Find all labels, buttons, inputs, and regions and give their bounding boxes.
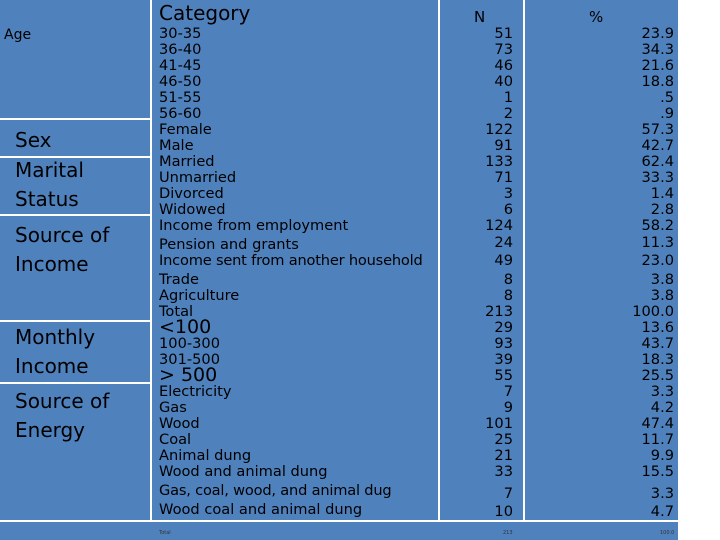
row-category: 46-50 (159, 73, 202, 90)
row-category: Income from employment (159, 217, 349, 234)
row-n: 7 (503, 485, 513, 502)
row-n: 124 (485, 217, 513, 234)
row-category: Agriculture (159, 287, 240, 304)
row-category: Wood coal and animal dung (159, 501, 363, 518)
row-pct: 100.0 (632, 303, 674, 320)
row-n: 24 (494, 234, 513, 251)
row-pct: 34.3 (641, 41, 674, 58)
row-category: Male (159, 137, 194, 154)
row-pct: 33.3 (641, 169, 674, 186)
row-n: 25 (494, 431, 513, 448)
row-pct: 9.9 (650, 447, 674, 464)
row-n: 7 (503, 383, 513, 400)
row-pct: 15.5 (641, 463, 674, 480)
row-n: 8 (503, 271, 513, 288)
age-label: Age (4, 27, 32, 43)
row-n: 2 (503, 105, 513, 122)
row-pct: 3.3 (650, 383, 674, 400)
row-pct: 25.5 (641, 367, 674, 384)
row-pct: 4.2 (650, 399, 674, 416)
row-pct: 18.3 (641, 351, 674, 368)
row-pct: 43.7 (641, 335, 674, 352)
footer-total-label: Total (159, 530, 171, 536)
row-pct: 4.7 (650, 503, 674, 520)
source-of-energy-label: Source of Energy (15, 389, 110, 442)
row-n: 51 (494, 25, 513, 42)
footer-total-n: 213 (503, 530, 513, 536)
row-category: Divorced (159, 185, 224, 202)
row-n: 9 (503, 399, 513, 416)
row-n: 213 (485, 303, 513, 320)
row-n: 33 (494, 463, 513, 480)
row-category: Pension and grants (159, 236, 299, 253)
row-n: 49 (494, 252, 513, 269)
row-category: 30-35 (159, 25, 202, 42)
row-category: 36-40 (159, 41, 202, 58)
row-pct: 21.6 (641, 57, 674, 74)
row-pct: 47.4 (641, 415, 674, 432)
row-pct: 1.4 (650, 185, 674, 202)
row-category: 100-300 (159, 335, 220, 352)
row-category: Income sent from another household (159, 252, 423, 269)
row-category: 41-45 (159, 57, 202, 74)
source-of-income-label: Source of Income (15, 223, 110, 276)
row-n: 39 (494, 351, 513, 368)
n-header: N (474, 8, 486, 26)
row-category: Coal (159, 431, 192, 448)
row-n: 40 (494, 73, 513, 90)
row-category: 51-55 (159, 89, 202, 106)
row-n: 93 (494, 335, 513, 352)
category-header: Category (159, 1, 251, 25)
row-pct: 42.7 (641, 137, 674, 154)
row-category: Electricity (159, 383, 232, 400)
sex-label: Sex (15, 128, 52, 152)
row-category: 301-500 (159, 351, 220, 368)
row-n: 91 (494, 137, 513, 154)
row-n: 73 (494, 41, 513, 58)
row-pct: 18.8 (641, 73, 674, 90)
pct-header: % (589, 8, 604, 26)
age-label-cell (0, 0, 150, 118)
row-category: Unmarried (159, 169, 237, 186)
row-pct: 62.4 (641, 153, 674, 170)
row-pct: 3.8 (650, 287, 674, 304)
row-pct: 3.3 (650, 485, 674, 502)
row-category: Trade (159, 271, 199, 288)
row-category: > 500 (159, 364, 218, 386)
row-n: 10 (494, 503, 513, 520)
row-n: 55 (494, 367, 513, 384)
row-pct: 11.3 (641, 234, 674, 251)
row-category: Widowed (159, 201, 226, 218)
row-pct: .9 (660, 105, 674, 122)
row-n: 6 (503, 201, 513, 218)
row-category: <100 (159, 316, 212, 338)
row-n: 3 (503, 185, 513, 202)
row-pct: 23.9 (641, 25, 674, 42)
footer-total-pct: 100.0 (660, 530, 675, 536)
row-pct: 11.7 (641, 431, 674, 448)
row-n: 8 (503, 287, 513, 304)
row-category: Wood and animal dung (159, 463, 328, 480)
marital-status-label: Marital Status (15, 158, 84, 211)
row-pct: 58.2 (641, 217, 674, 234)
row-pct: .5 (660, 89, 674, 106)
row-n: 133 (485, 153, 513, 170)
row-pct: 13.6 (641, 319, 674, 336)
row-category: Wood (159, 415, 200, 432)
row-category: Animal dung (159, 447, 252, 464)
row-n: 122 (485, 121, 513, 138)
row-category: Total (159, 303, 194, 320)
row-n: 101 (485, 415, 513, 432)
footer-row (0, 522, 678, 540)
row-n: 21 (494, 447, 513, 464)
row-pct: 23.0 (641, 252, 674, 269)
row-category: Gas (159, 399, 187, 416)
row-n: 29 (494, 319, 513, 336)
row-n: 1 (503, 89, 513, 106)
row-category: Female (159, 121, 212, 138)
row-pct: 2.8 (650, 201, 674, 218)
row-pct: 3.8 (650, 271, 674, 288)
row-category: Gas, coal, wood, and animal dug (159, 482, 392, 499)
monthly-income-label: Monthly Income (15, 325, 96, 378)
row-n: 46 (494, 57, 513, 74)
row-category: Married (159, 153, 215, 170)
row-category: 56-60 (159, 105, 202, 122)
row-pct: 57.3 (641, 121, 674, 138)
row-n: 71 (494, 169, 513, 186)
